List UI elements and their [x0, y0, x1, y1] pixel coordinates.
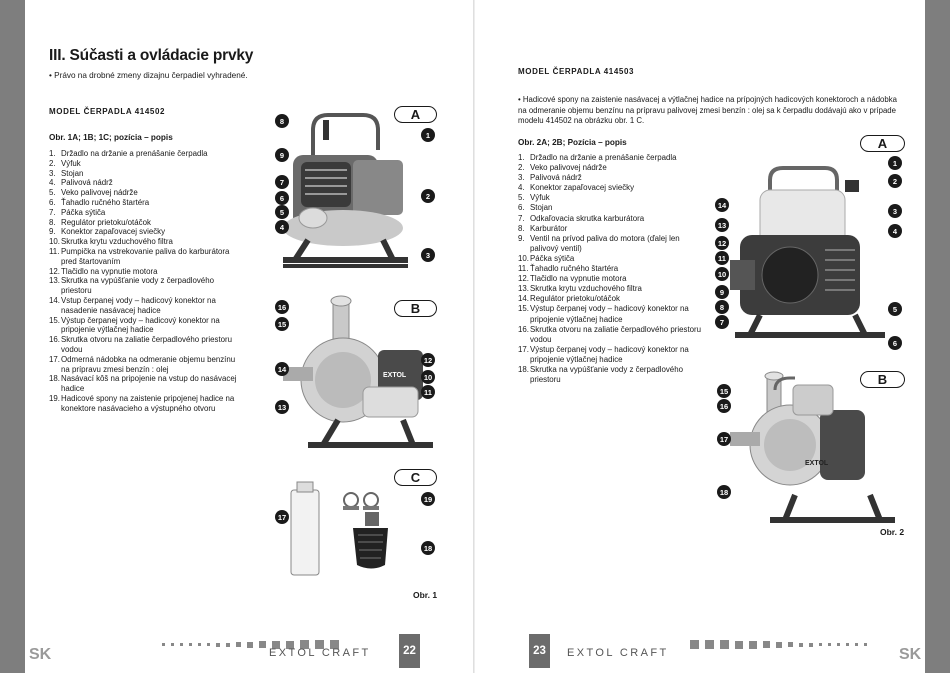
callout-badge: 2 — [421, 189, 435, 203]
item-number: 9. — [518, 233, 525, 243]
item-text: Skrutka krytu vzduchového filtra — [530, 284, 642, 294]
callout-badge: 6 — [275, 191, 289, 205]
list-item — [518, 325, 708, 345]
list-item — [518, 345, 708, 365]
item-text: Stojan — [530, 203, 553, 213]
list-item — [49, 296, 239, 316]
callout-badge: 9 — [275, 148, 289, 162]
item-number: 19. — [49, 393, 60, 403]
item-text: Ťahadlo ručného štartéra — [530, 264, 619, 274]
language-code-right: SK — [899, 646, 922, 663]
list-item — [49, 218, 239, 228]
item-number: 11. — [49, 246, 60, 256]
item-text: Tlačidlo na vypnutie motora — [530, 274, 627, 284]
accessories-illustration — [243, 470, 443, 585]
list-item — [518, 183, 708, 193]
item-number: 7. — [518, 213, 525, 223]
item-text: Karburátor — [530, 223, 568, 233]
list-item — [518, 234, 708, 254]
list-item — [49, 227, 239, 237]
list-item — [518, 274, 708, 284]
callout-badge: 16 — [275, 300, 289, 314]
item-text: Skrutka na vypúšťanie vody z čerpadlového priestoru — [61, 276, 214, 296]
item-number: 7. — [49, 207, 56, 217]
item-text: Odmerná nádobka na odmeranie objemu benzínu na prípravu zmesi benzín : olej — [61, 354, 236, 374]
item-text: Konektor zapaľovacej sviečky — [61, 227, 166, 237]
list-item — [49, 247, 239, 267]
callout-badge: 5 — [888, 302, 902, 316]
item-number: 13. — [49, 276, 60, 286]
list-item — [518, 284, 708, 294]
item-number: 10. — [518, 253, 529, 263]
callout-badge: 13 — [715, 218, 729, 232]
pump-414502-side-illustration — [243, 295, 443, 465]
item-number: 5. — [518, 193, 525, 203]
callout-badge: 7 — [275, 175, 289, 189]
item-number: 14. — [49, 295, 60, 305]
callout-badge: 10 — [715, 267, 729, 281]
item-number: 10. — [49, 237, 60, 247]
callout-badge: 4 — [888, 224, 902, 238]
callout-badge: 6 — [888, 336, 902, 350]
callout-badge: 8 — [275, 114, 289, 128]
item-text: Odkaľovacia skrutka karburátora — [530, 213, 645, 223]
callout-badge: 12 — [421, 353, 435, 367]
pump-414503-side-illustration — [715, 370, 910, 535]
page-left — [25, 0, 475, 673]
item-text: Výfuk — [530, 193, 550, 203]
item-text: Výstup čerpanej vody – hadicový konektor na pripojenie výtlačnej hadice — [530, 304, 689, 324]
callout-badge: 11 — [421, 385, 435, 399]
item-text: Páčka sýtiča — [61, 207, 106, 217]
list-item — [49, 169, 239, 179]
list-item — [518, 365, 708, 385]
list-item — [49, 237, 239, 247]
list-item — [518, 304, 708, 324]
model-heading-414503: MODEL ČERPADLA 414503 — [518, 67, 635, 76]
callout-badge: 17 — [717, 432, 731, 446]
list-item — [518, 173, 708, 183]
item-text: Výfuk — [61, 158, 81, 168]
list-item — [518, 224, 708, 234]
section-heading: III. Súčasti a ovládacie prvky — [49, 47, 254, 64]
item-number: 12. — [518, 274, 529, 284]
list-item — [518, 214, 708, 224]
item-text: Hadicové spony na zaistenie pripojenej hadice na konektore nasávacieho a výstupného otvoru — [61, 393, 235, 413]
item-text: Nasávací kôš na pripojenie na vstup do nasávacej hadice — [61, 374, 237, 394]
callout-badge: 1 — [888, 156, 902, 170]
item-text: Skrutka na vypúšťanie vody z čerpadlového priestoru — [530, 364, 683, 385]
item-number: 15. — [518, 304, 529, 314]
list-item — [518, 264, 708, 274]
callout-badge: 14 — [715, 198, 729, 212]
figure-label-c: C — [394, 469, 437, 486]
item-text: Ťahadlo ručného štartéra — [61, 197, 150, 207]
page-number-left: 22 — [399, 634, 420, 668]
callout-badge: 8 — [715, 300, 729, 314]
figure-label-b-right: B — [860, 371, 905, 388]
item-number: 2. — [49, 158, 56, 168]
list-item — [518, 153, 708, 163]
callout-badge: 5 — [275, 205, 289, 219]
figure-label-b: B — [394, 300, 437, 317]
item-text: Vstup čerpanej vody – hadicový konektor na nasadenie nasávacej hadice — [61, 295, 216, 315]
item-text: Výstup čerpanej vody – hadicový konektor na pripojenie výtlačnej hadice — [61, 315, 220, 335]
item-number: 16. — [49, 335, 60, 345]
list-item — [518, 163, 708, 173]
figure-label-a-right: A — [860, 135, 905, 152]
list-item — [49, 198, 239, 208]
item-text: Palivová nádrž — [61, 178, 113, 188]
list-item — [49, 159, 239, 169]
list-item — [49, 276, 239, 296]
item-text: Regulátor prietoku/otáčok — [61, 217, 151, 227]
accessories-note: • Hadicové spony na zaistenie nasávacej a výtlačnej hadice na prípojných hadicových konektoroch a nádobka na odmeranie objemu benzínu na prípravu palivovej zmesi benzín : olej sa k čerpadlu dodávajú ako v prípade modelu 414502 na obrázku obr. 1 C. — [518, 95, 897, 125]
item-text: Pumpička na vstrekovanie paliva do karburátora pred štartovaním — [61, 246, 230, 266]
callout-badge: 12 — [715, 236, 729, 250]
item-text: Palivová nádrž — [530, 173, 582, 183]
item-number: 13. — [518, 284, 529, 294]
callout-badge: 9 — [715, 285, 729, 299]
list-item — [49, 335, 239, 355]
callout-badge: 7 — [715, 315, 729, 329]
list-item — [518, 294, 708, 304]
item-number: 11. — [518, 264, 529, 274]
callout-badge: 18 — [421, 541, 435, 555]
item-text: Skrutka krytu vzduchového filtra — [61, 237, 173, 247]
brand-logo: EXTOL CRAFT — [269, 647, 371, 659]
list-item — [518, 203, 708, 213]
callout-badge: 4 — [275, 220, 289, 234]
item-number: 17. — [49, 354, 60, 364]
item-number: 12. — [49, 266, 60, 276]
item-text: Držadlo na držanie a prenášanie čerpadla — [530, 153, 677, 162]
list-item — [518, 193, 708, 203]
item-number: 15. — [49, 315, 60, 325]
item-number: 16. — [518, 324, 529, 334]
item-text: Výstup čerpanej vody – hadicový konektor na pripojenie výtlačnej hadice — [530, 344, 689, 364]
language-code: SK — [29, 646, 52, 663]
item-text: Veko palivovej nádrže — [61, 188, 138, 198]
callout-badge: 11 — [715, 251, 729, 265]
parts-subheading-right: Obr. 2A; 2B; Pozícia – popis — [518, 138, 627, 147]
callout-badge: 3 — [421, 248, 435, 262]
callout-badge: 3 — [888, 204, 902, 218]
page-number-right: 23 — [529, 634, 550, 668]
pump-logo-text-right: EXTOL — [805, 460, 829, 467]
list-item — [49, 374, 239, 394]
item-text: Skrutka otvoru na zaliatie čerpadlového priestoru vodou — [530, 324, 702, 344]
model-heading-414502: MODEL ČERPADLA 414502 — [49, 107, 166, 116]
item-number: 6. — [49, 197, 56, 207]
list-item — [49, 316, 239, 336]
figure-1b — [243, 295, 443, 465]
figure-1a — [243, 100, 443, 275]
callout-badge: 14 — [275, 362, 289, 376]
figure-caption-1: Obr. 1 — [413, 590, 438, 600]
callout-badge: 16 — [717, 399, 731, 413]
page-right — [475, 0, 925, 673]
item-text: Držadlo na držanie a prenášanie čerpadla — [61, 149, 208, 158]
item-number: 2. — [518, 163, 525, 173]
pump-logo-text: EXTOL — [383, 372, 407, 379]
callout-badge: 19 — [421, 492, 435, 506]
item-text: Konektor zapaľovacej sviečky — [530, 183, 635, 193]
item-number: 4. — [49, 178, 56, 188]
figure-2b — [715, 370, 910, 535]
item-number: 1. — [518, 153, 525, 162]
item-number: 14. — [518, 294, 529, 304]
footer-dots-right — [690, 640, 867, 649]
item-number: 4. — [518, 183, 525, 193]
figure-caption-2: Obr. 2 — [880, 527, 905, 537]
callout-badge: 2 — [888, 174, 902, 188]
item-text: Regulátor prietoku/otáčok — [530, 294, 620, 304]
item-text: Stojan — [61, 168, 84, 178]
item-text: Skrutka otvoru na zaliatie čerpadlového priestoru vodou — [61, 335, 233, 354]
callout-badge: 15 — [717, 384, 731, 398]
list-item — [49, 149, 239, 159]
figure-2a — [715, 150, 910, 360]
item-number: 6. — [518, 203, 525, 213]
parts-subheading: Obr. 1A; 1B; 1C; pozícia – popis — [49, 133, 173, 142]
item-number: 18. — [49, 374, 60, 384]
item-text: Páčka sýtiča — [530, 253, 575, 263]
list-item — [49, 267, 239, 277]
item-number: 3. — [49, 168, 56, 178]
item-text: Ventil na prívod paliva do motora (ďalej len palivový ventil) — [530, 233, 680, 253]
callout-badge: 1 — [421, 128, 435, 142]
item-text: Veko palivovej nádrže — [530, 163, 607, 173]
item-number: 9. — [49, 227, 56, 237]
item-number: 18. — [518, 364, 529, 374]
figure-1c — [243, 470, 443, 585]
item-number: 3. — [518, 173, 525, 183]
item-number: 8. — [518, 223, 525, 233]
callout-badge: 15 — [275, 317, 289, 331]
item-number: 5. — [49, 188, 56, 198]
list-item — [49, 208, 239, 218]
list-item — [49, 178, 239, 188]
item-text: Tlačidlo na vypnutie motora — [61, 266, 158, 276]
pump-414503-engine-illustration — [715, 150, 910, 360]
figure-label-a: A — [394, 106, 437, 123]
parts-list-414502 — [49, 149, 239, 414]
item-number: 17. — [518, 344, 529, 354]
pump-414502-engine-illustration — [243, 100, 443, 275]
callout-badge: 18 — [717, 485, 731, 499]
parts-list-414503 — [518, 153, 708, 385]
item-number: 1. — [49, 149, 56, 158]
design-note: • Právo na drobné zmeny dizajnu čerpadiel vyhradené. — [49, 71, 248, 80]
item-number: 8. — [49, 217, 56, 227]
list-item — [49, 355, 239, 375]
brand-logo-right: EXTOL CRAFT — [567, 647, 669, 659]
callout-badge: 13 — [275, 400, 289, 414]
list-item — [49, 394, 239, 414]
callout-badge: 10 — [421, 370, 435, 384]
callout-badge: 17 — [275, 510, 289, 524]
list-item — [518, 254, 708, 264]
list-item — [49, 188, 239, 198]
